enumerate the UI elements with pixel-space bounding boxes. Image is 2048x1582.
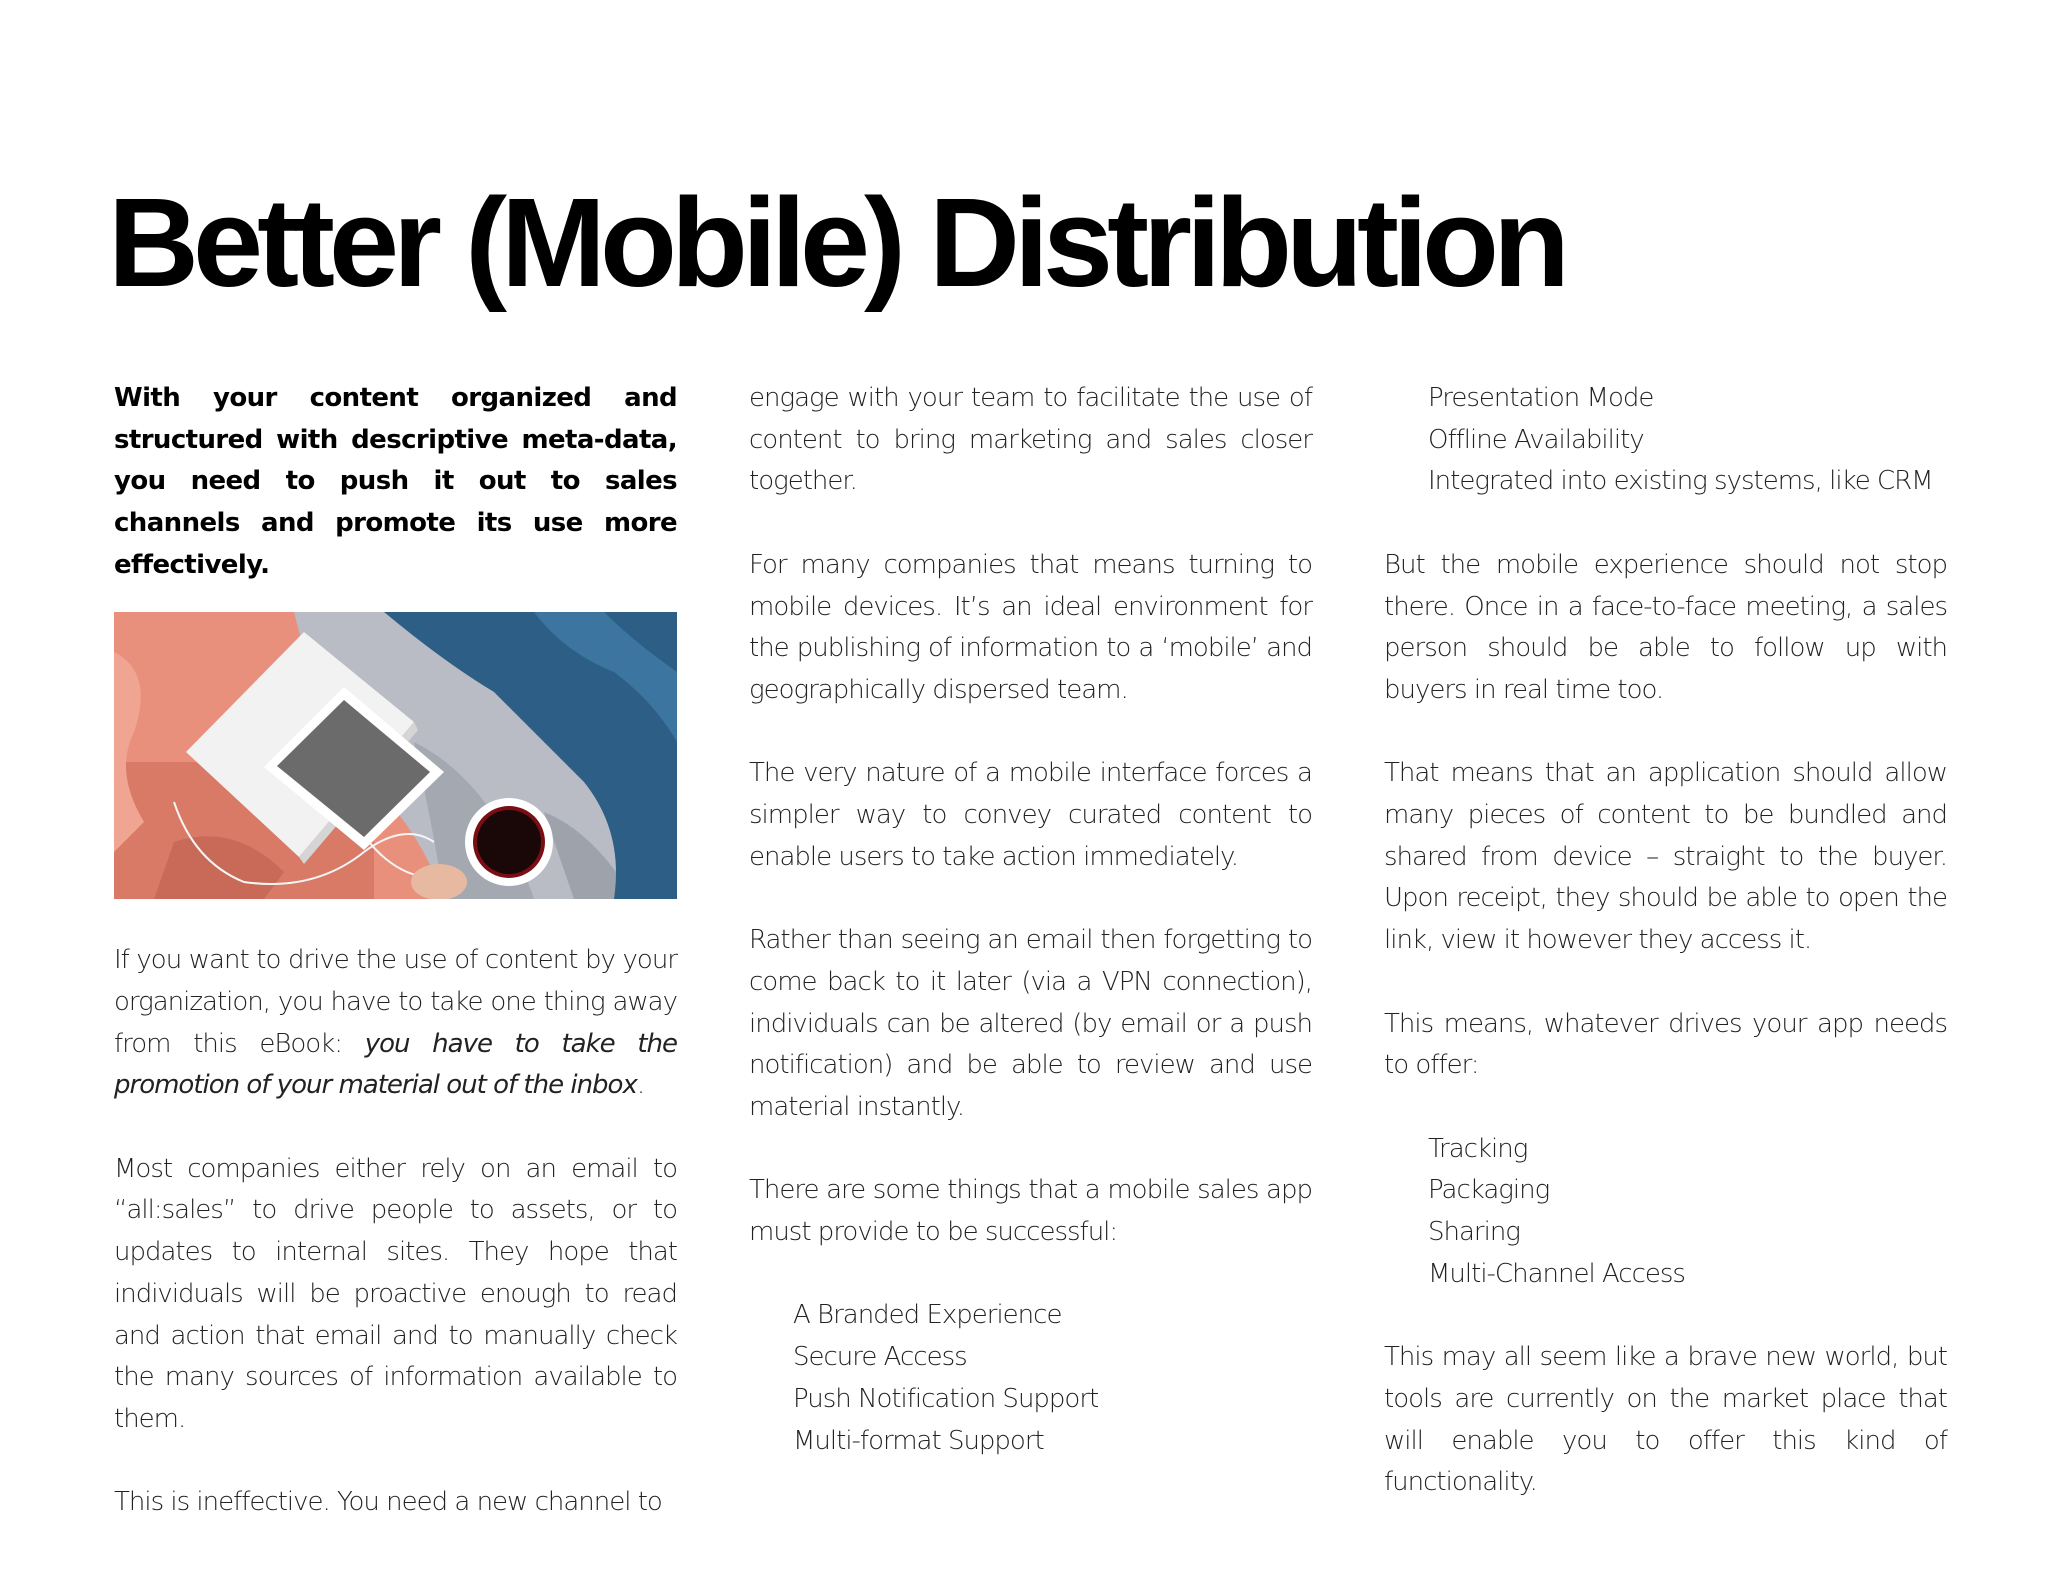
paragraph: If you want to drive the use of content by your organization, you have to take one thing away from this eBook: you have to take the promotion of your material out of the inbox.	[114, 945, 677, 1101]
paragraph: This may all seem like a brave new world, but tools are currently on the market place that will enable you to offer this kind of functionality.	[1384, 1342, 1947, 1498]
paragraph: But the mobile experience should not stop there. Once in a face-to-face meeting, a sales person should be able to follow up with buyers in real time too.	[1384, 549, 1947, 705]
list-item: Offline Availability	[1428, 424, 1644, 455]
list-item: Multi-format Support	[793, 1425, 1044, 1456]
paragraph: This means, whatever drives your app needs to offer:	[1384, 1008, 1947, 1081]
list-item: A Branded Experience	[793, 1300, 1062, 1331]
list-item: Packaging	[1428, 1175, 1550, 1206]
app-offer-list	[1384, 1129, 1947, 1296]
list-item: Presentation Mode	[1428, 383, 1654, 413]
list-item: Sharing	[1428, 1217, 1520, 1247]
list-item: Push Notification Support	[793, 1383, 1099, 1414]
paragraph: Rather than seeing an email then forgetting to come back to it later (via a VPN connection), individuals can be altered (by email or a push notification) and be able to review and use material instantly.	[749, 925, 1312, 1122]
list-item: Secure Access	[793, 1342, 967, 1373]
column-2	[749, 378, 1312, 1462]
page-title: Better (Mobile) Distribution	[108, 172, 1564, 313]
column-3	[1384, 378, 1947, 1504]
paragraph: The very nature of a mobile interface forces a simpler way to convey curated content to enable users to take action immediately.	[749, 758, 1312, 872]
list-item: Multi-Channel Access	[1428, 1258, 1685, 1289]
list-item: Tracking	[1428, 1133, 1528, 1164]
lead-paragraph: With your content organized and structured with descriptive meta-data, you need to push it out to sales channels and promote its use more effectively.	[114, 383, 677, 580]
paragraph: There are some things that a mobile sales app must provide to be successful:	[749, 1175, 1312, 1247]
paragraph: For many companies that means turning to mobile devices. It’s an ideal environment for the publishing of information to a ‘mobile’ and geographically dispersed team.	[749, 549, 1312, 705]
paragraph: This is ineffective. You need a new channel to	[114, 1487, 662, 1518]
mobile-app-requirements-list	[749, 1295, 1312, 1462]
column-1	[114, 378, 677, 1524]
mobile-app-requirements-list-continued	[1384, 378, 1947, 503]
paragraph: That means that an application should allow many pieces of content to be bundled and shared from device – straight to the buyer. Upon receipt, they should be able to open the link, view it however they access it.	[1384, 758, 1947, 956]
list-item: Integrated into existing systems, like CRM	[1428, 466, 1933, 497]
paragraph: engage with your team to facilitate the use of content to bring marketing and sales closer together.	[749, 383, 1312, 497]
paragraph: Most companies either rely on an email to “all:sales” to drive people to assets, or to updates to internal sites. They hope that individuals will be proactive enough to read and action that email and to manually check the many sources of information available to them.	[114, 1153, 677, 1434]
lifestyle-photo	[114, 612, 677, 899]
